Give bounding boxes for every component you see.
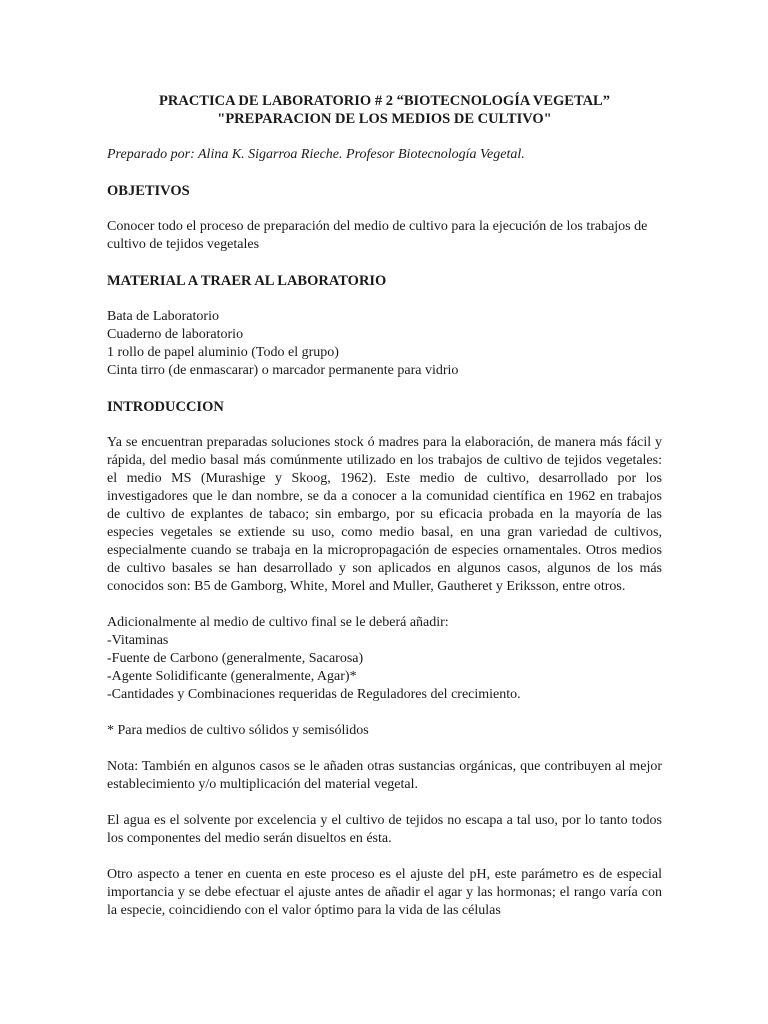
additive-item: -Fuente de Carbono (generalmente, Sacarosa) [107, 651, 364, 666]
footnote: * Para medios de cultivo sólidos y semisólidos [107, 723, 369, 738]
document-title [107, 92, 662, 128]
heading-objetivos: OBJETIVOS [107, 183, 190, 199]
additive-item: -Cantidades y Combinaciones requeridas de Reguladores del crecimiento. [107, 687, 521, 702]
nota-paragraph: Nota: También en algunos casos se le añaden otras sustancias orgánicas, que contribuyen al mejor establecimiento y/o multiplicación del material vegetal. [107, 759, 662, 792]
heading-introduccion: INTRODUCCION [107, 399, 224, 415]
objetivos-text: Conocer todo el proceso de preparación del medio de cultivo para la ejecución de los trabajos de cultivo de tejidos vegetales [107, 219, 648, 252]
material-item: Cinta tirro (de enmascarar) o marcador permanente para vidrio [107, 363, 459, 378]
agua-paragraph: El agua es el solvente por excelencia y el cultivo de tejidos no escapa a tal uso, por lo tanto todos los componentes del medio serán disueltos en ésta. [107, 813, 662, 846]
material-item: Cuaderno de laboratorio [107, 327, 244, 342]
additive-item: -Vitaminas [107, 633, 169, 648]
ph-paragraph: Otro aspecto a tener en cuenta en este proceso es el ajuste del pH, este parámetro es de especial importancia y se debe efectuar el ajuste antes de añadir el agar y las hormonas; el rango varía con la especie, coincidiendo con el valor óptimo para la vida de las células [107, 867, 662, 918]
additives-intro: Adicionalmente al medio de cultivo final se le deberá añadir: [107, 615, 449, 630]
title-line-1: PRACTICA DE LABORATORIO # 2 “BIOTECNOLOGÍA VEGETAL” [159, 93, 610, 109]
additive-item: -Agente Solidificante (generalmente, Agar)* [107, 669, 357, 684]
material-list [107, 308, 662, 380]
heading-material: MATERIAL A TRAER AL LABORATORIO [107, 273, 387, 289]
intro-paragraph: Ya se encuentran preparadas soluciones stock ó madres para la elaboración, de manera más fácil y rápida, del medio basal más comúnmente utilizado en los trabajos de cultivo de tejidos vegetales: el medio MS (Murashige y Skoog, 1962). Este medio de cultivo, desarrollado por los investigadores que le dan nombre, se da a conocer a la comunidad científica en 1962 en trabajos de cultivo de explantes de tabaco; sin embargo, por su eficacia probada en la mayoría de las especies vegetales se extiende su uso, como medio basal, en una gran variedad de cultivos, especialmente cuando se trabaja en la micropropagación de especies ornamentales. Otros medios de cultivo basales se han desarrollado y son aplicados en algunos casos, algunos de los más conocidos son: B5 de Gamborg, White, Morel and Muller, Gautheret y Eriksson, entre otros. [107, 435, 662, 594]
author-line: Preparado por: Alina K. Sigarroa Rieche. Profesor Biotecnología Vegetal. [107, 147, 525, 162]
material-item: 1 rollo de papel aluminio (Todo el grupo) [107, 345, 339, 360]
additives-list [107, 614, 662, 704]
material-item: Bata de Laboratorio [107, 309, 219, 324]
document-page [107, 92, 662, 920]
title-line-2: "PREPARACION DE LOS MEDIOS DE CULTIVO" [217, 111, 552, 127]
